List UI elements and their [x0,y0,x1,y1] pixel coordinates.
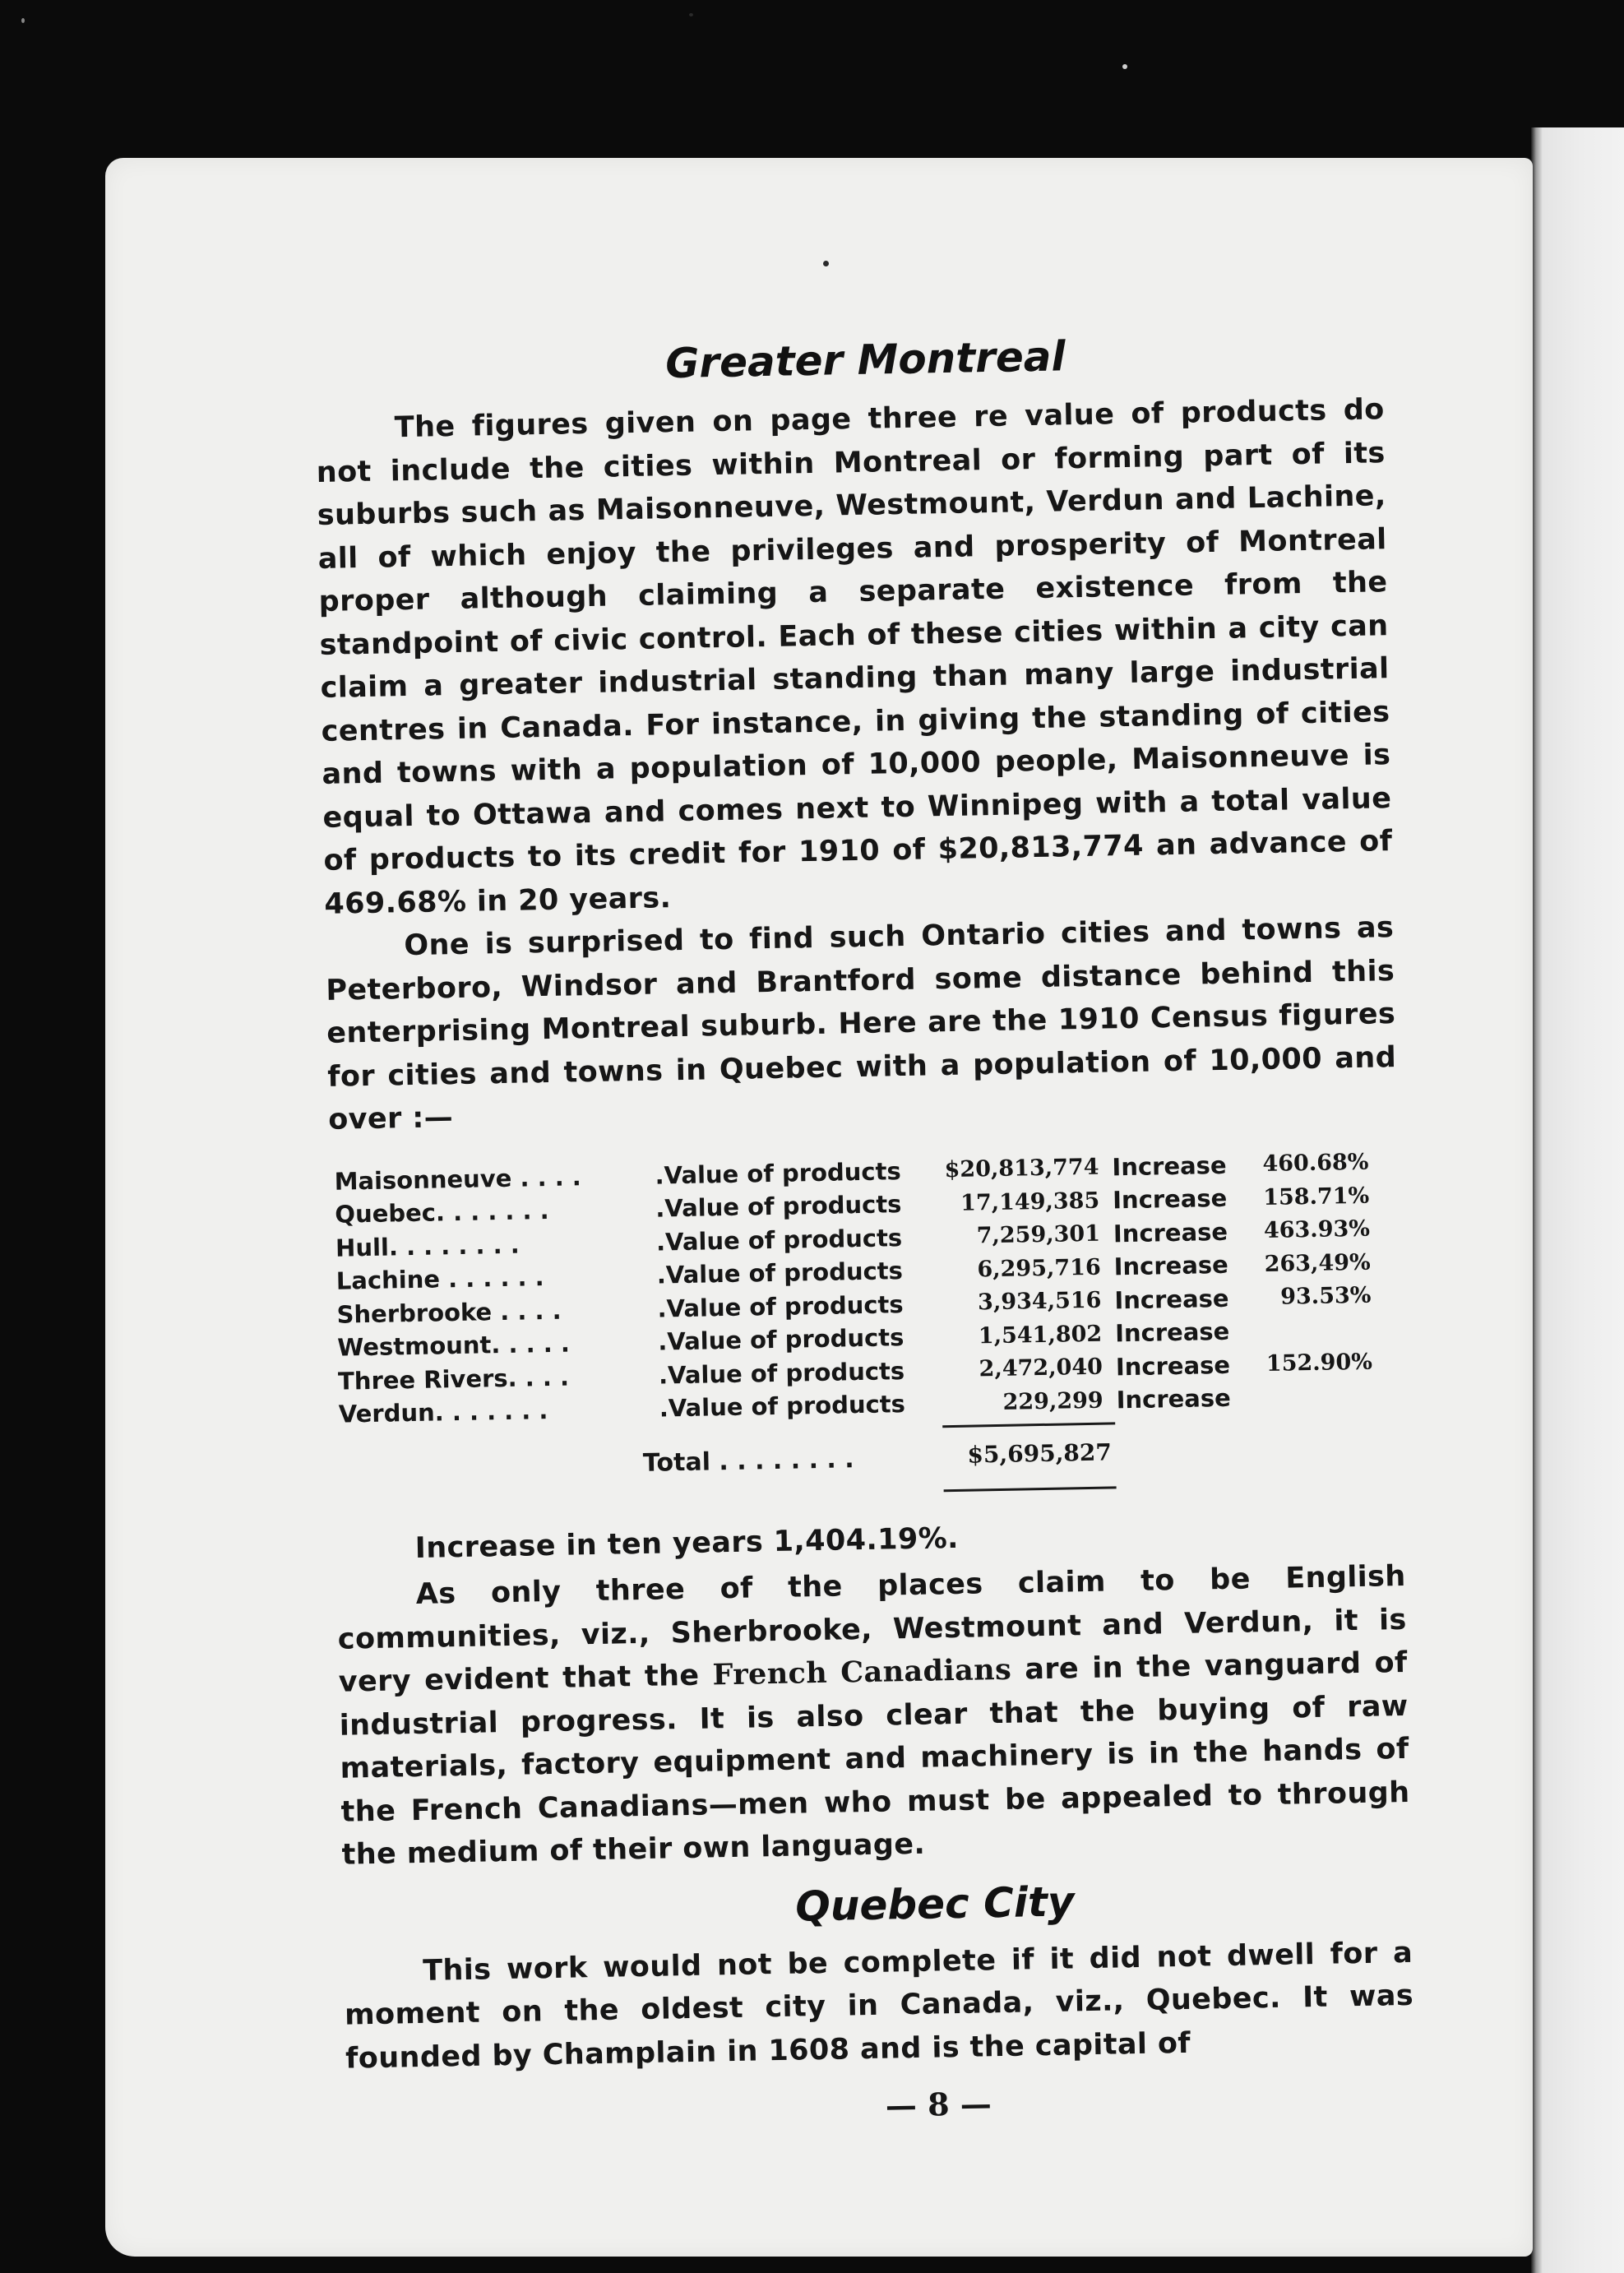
increase-percent: 463.93% [1263,1215,1371,1244]
increase-label: Increase [1113,1251,1229,1281]
intro-paragraph: The figures given on page three re value of products do not include the cities within Montreal or forming part of its suburbs such as Maisonneuve, Westmount, Verdun and Lachine, all of which enjoy the privileges and prosperity of Montreal proper although claiming a separate existence from the standpoint of civic control. Each of these cities within a city can claim a greater industrial standing than many large industrial centres in Canada. For instance, in giving the standing of cities and towns with a population of 10,000 people, Maisonneuve is equal to Ottawa and comes next to Winnipeg with a total value of products to its credit for 1910 of $20,813,774 an advance of 469.68% in 20 years. [316,393,1393,921]
film-speck [689,13,693,16]
french-canadians-paragraph [336,1555,1411,1877]
film-speck [1122,64,1127,69]
increase-percent: 158.71% [1262,1183,1370,1211]
increase-percent: 460.68% [1262,1149,1369,1178]
city-name: Verdun. . . . . . . [338,1396,548,1428]
total-rule-top [942,1422,1115,1428]
city-name: Quebec. . . . . . . [335,1197,549,1229]
increase-percent [1256,1312,1372,1348]
total-rule-bottom [944,1486,1117,1492]
value-label: .Value of products [655,1190,902,1223]
page-title: Greater Montreal [664,332,1066,388]
increase-percent: 263,49% [1264,1249,1371,1277]
city-name: Three Rivers. . . . [337,1363,570,1396]
city-name: Westmount. . . . . [337,1329,571,1362]
product-value: 1,541,802 [978,1321,1103,1349]
increase-label: Increase [1114,1317,1230,1348]
value-label: .Value of products [659,1390,906,1423]
product-value: 229,299 [1002,1387,1103,1415]
film-speck [21,18,25,23]
page-number: — 8 — [885,2085,992,2124]
paragraph-text: are in the vanguard of industrial progress. It is also clear that the buying of raw materials, factory equipment and machinery is in the hands of the French Canadians—men who must be appealed to through the medium of their own language. [339,1646,1410,1872]
paragraph-text: As only three of the places claim to be English communities, viz., Sherbrooke, Westmount and Verdun, it is very evident that the [337,1559,1407,1699]
total-label: Total . . . . . . . . [642,1444,854,1478]
value-label: .Value of products [657,1289,904,1323]
city-name: Lachine . . . . . . [335,1263,544,1295]
increase-label: Increase [1112,1150,1227,1182]
product-value: 17,149,385 [960,1187,1100,1216]
product-value: 2,472,040 [979,1354,1103,1382]
value-label: .Value of products [658,1356,905,1390]
increase-label: Increase [1113,1217,1228,1248]
value-label: .Value of products [657,1323,905,1356]
product-value: 3,934,516 [977,1287,1102,1316]
section-title: Quebec City [794,1877,1075,1931]
facing-page-edge [1531,127,1624,2273]
ink-dot [823,261,829,266]
increase-label: Increase [1116,1384,1232,1414]
increase-percent [1257,1379,1373,1414]
page-content [314,326,1416,2133]
increase-label: Increase [1114,1284,1229,1315]
increase-summary: Increase in ten years 1,404.19%. [414,1521,960,1565]
value-label: .Value of products [656,1257,904,1289]
census-intro-paragraph: One is surprised to find such Ontario cities and towns as Peterboro, Windsor and Brantford some distance behind this enterprising Montreal suburb. Here are the 1910 Census figures for cities and towns in Quebec with a population of 10,000 and over :— [326,911,1397,1136]
increase-label: Increase [1115,1350,1231,1382]
value-label: .Value of products [655,1223,903,1257]
city-name: Hull. . . . . . . . [335,1230,520,1262]
increase-percent: 93.53% [1279,1282,1372,1310]
census-table [334,1146,1373,1431]
product-value: $20,813,774 [944,1154,1099,1183]
product-value: 6,295,716 [977,1254,1101,1283]
total-block [334,1416,1404,1505]
city-name: Maisonneuve . . . . [334,1162,582,1196]
product-value: 7,259,301 [976,1220,1101,1249]
increase-percent: 152.90% [1265,1349,1373,1377]
quebec-paragraph: This work would not be complete if it did not dwell for a moment on the oldest city in Canada, viz., Quebec. It was founded by Champlain in 1608 and is the capital of [344,1936,1414,2076]
city-name: Sherbrooke . . . . [336,1296,562,1329]
value-label: .Value of products [655,1156,901,1190]
increase-label: Increase [1112,1184,1228,1215]
emphasis-text: French Canadians [712,1652,1012,1692]
total-value: $5,695,827 [967,1437,1113,1469]
